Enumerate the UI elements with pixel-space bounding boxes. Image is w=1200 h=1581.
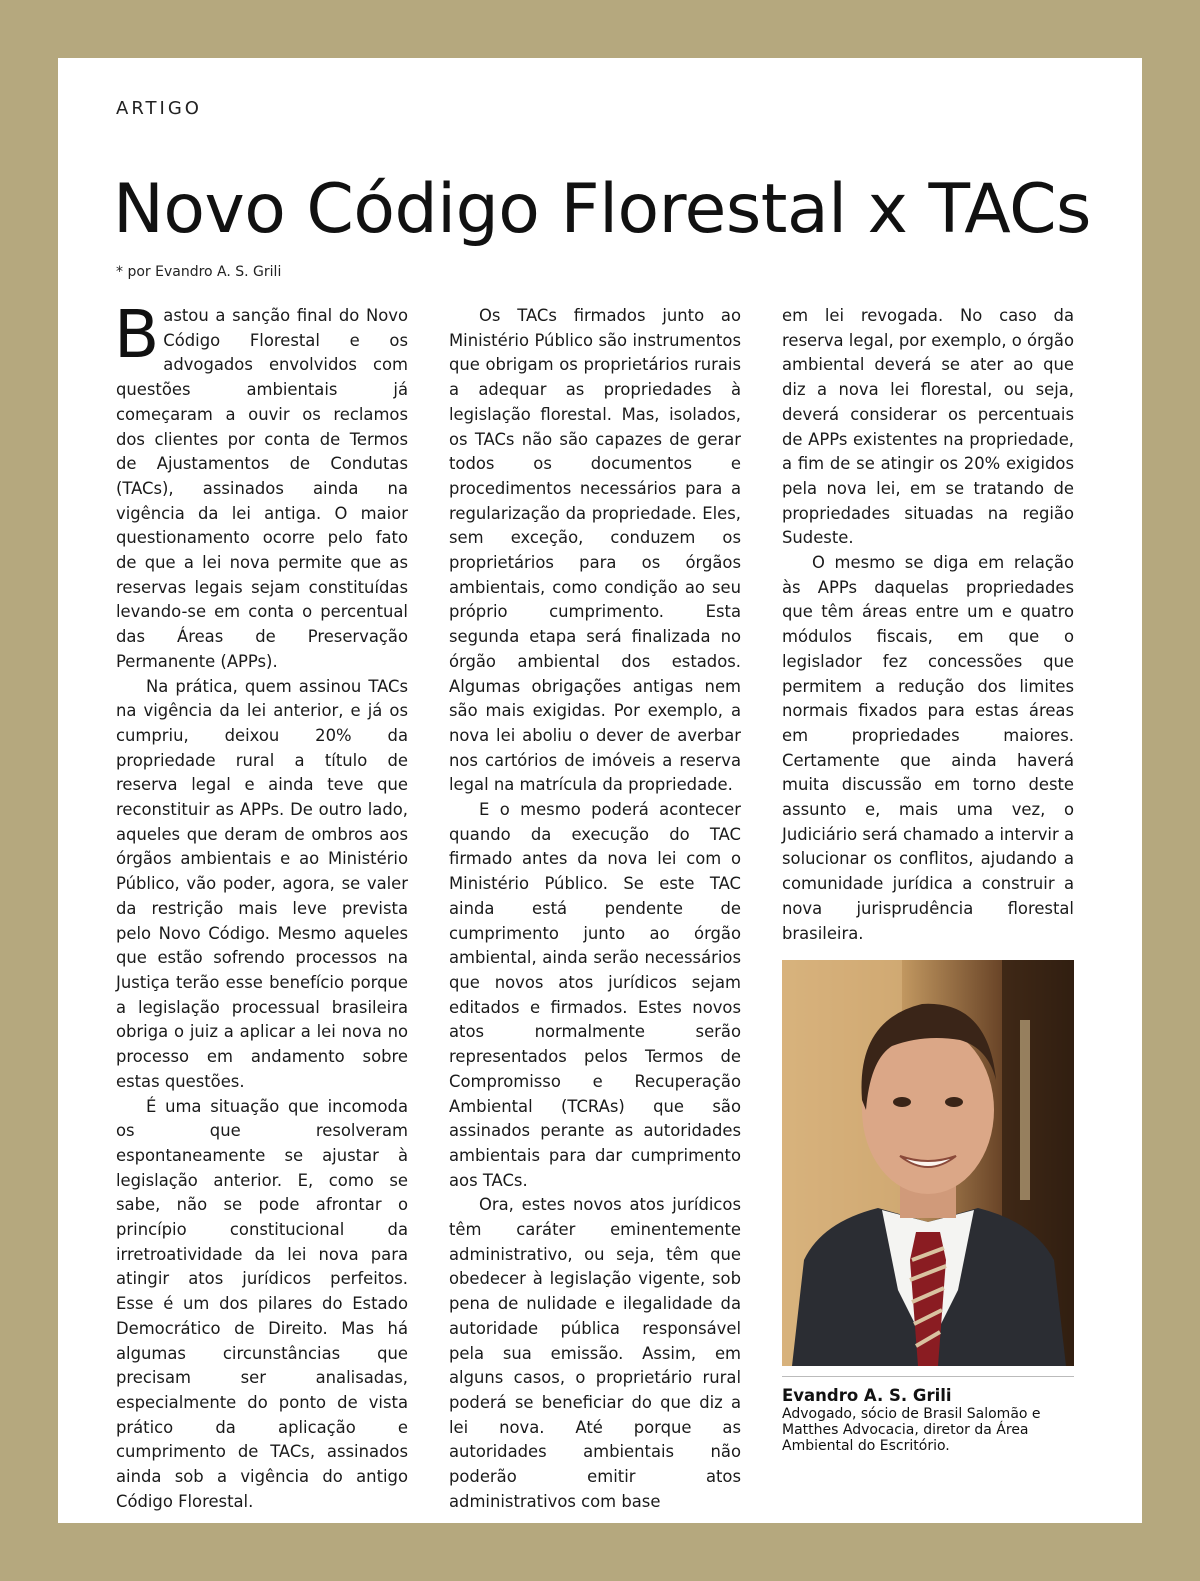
caption-name: Evandro A. S. Grili bbox=[782, 1386, 952, 1405]
paragraph: em lei revogada. No caso da reserva legal, por exemplo, o órgão ambiental deverá se ater ao que diz a nova lei florestal, ou seja, deverá considerar os percentuais de APPs existentes na propriedade, a fim de se atingir os 20% exigidos pela nova lei, em se tratando de propriedades situadas na região Sudeste. bbox=[782, 306, 1074, 548]
column-3 bbox=[782, 304, 1074, 946]
paragraph bbox=[114, 296, 408, 675]
author-photo bbox=[782, 960, 1074, 1366]
paragraph: E o mesmo poderá acontecer quando da execução do TAC firmado antes da nova lei com o Ministério Público. Se este TAC ainda está pendente de cumprimento junto ao órgão ambiental, ainda serão necessários que novos atos jurídicos sejam editados e firmados. Estes novos atos normalmente serão representados pelos Termos de Compromisso e Recuperação Ambiental (TCRAs) que são assinados perante as autoridades ambientais para dar cumprimento aos TACs. bbox=[449, 800, 741, 1190]
drop-cap: B bbox=[114, 296, 160, 373]
caption-divider bbox=[782, 1376, 1074, 1377]
article-title: Novo Código Florestal x TACs bbox=[113, 170, 1091, 249]
paragraph: Ora, estes novos atos jurídicos têm caráter eminentemente administrativo, ou seja, têm que obedecer à legislação vigente, sob pena de nulidade e ilegalidade da autoridade pública responsável pela sua emissão. Assim, em alguns casos, o proprietário rural poderá se beneficiar do que diz a lei nova. Até porque as autoridades ambientais não poderão emitir atos administrativos com base bbox=[449, 1195, 741, 1511]
article-page bbox=[58, 58, 1142, 1523]
paragraph: É uma situação que incomoda os que resolveram espontaneamente se ajustar à legislação anterior. E, como se sabe, não se pode afrontar o princípio constitucional da irretroatividade da lei nova para atingir atos jurídicos perfeitos. Esse é um dos pilares do Estado Democrático de Direito. Mas há algumas circunstâncias que precisam ser analisadas, especialmente do ponto de vista prático da aplicação e cumprimento de TACs, assinados ainda sob a vigência do antigo Código Florestal. bbox=[116, 1096, 408, 1511]
paragraph-text: astou a sanção final do Novo Código Florestal e os advogados envolvidos com questões ambientais já começaram a ouvir os reclamos dos clientes por conta de Termos de Ajustamentos de Condutas (TACs), assinados ainda na vigência da lei antiga. O maior questionamento ocorre pelo fato de que a lei nova permite que as reservas legais sejam constituídas levando-se em conta o percentual das Áreas de Preservação Permanente (APPs). bbox=[116, 306, 408, 671]
paragraph: O mesmo se diga em relação às APPs daquelas propriedades que têm áreas entre um e quatro módulos fiscais, em que o legislador fez concessões que permitem a redução dos limites normais fixados para estas áreas em propriedades maiores. Certamente que ainda haverá muita discussão em torno deste assunto e, mais uma vez, o Judiciário será chamado a intervir a solucionar os conflitos, ajudando a comunidade jurídica a construir a nova jurisprudência florestal brasileira. bbox=[782, 553, 1074, 943]
column-2 bbox=[449, 304, 741, 1514]
section-label: ARTIGO bbox=[116, 98, 202, 119]
caption-description: Advogado, sócio de Brasil Salomão e Matthes Advocacia, diretor da Área Ambiental do Escritório. bbox=[782, 1406, 1041, 1454]
byline: * por Evandro A. S. Grili bbox=[116, 264, 282, 280]
paragraph: Os TACs firmados junto ao Ministério Público são instrumentos que obrigam os proprietários rurais a adequar as propriedades à legislação florestal. Mas, isolados, os TACs não são capazes de gerar todos os documentos e procedimentos necessários para a regularização da propriedade. Eles, sem exceção, conduzem os proprietários para os órgãos ambientais, como condição ao seu próprio cumprimento. Esta segunda etapa será finalizada no órgão ambiental dos estados. Algumas obrigações antigas nem são mais exigidas. Por exemplo, a nova lei aboliu o dever de averbar nos cartórios de imóveis a reserva legal na matrícula da propriedade. bbox=[449, 306, 741, 795]
paragraph: Na prática, quem assinou TACs na vigência da lei anterior, e já os cumpriu, deixou 20% da propriedade rural a título de reserva legal e ainda teve que reconstituir as APPs. De outro lado, aqueles que deram de ombros aos órgãos ambientais e ao Ministério Público, vão poder, agora, se valer da restrição mais leve prevista pelo Novo Código. Mesmo aqueles que estão sofrendo processos na Justiça terão esse benefício porque a legislação processual brasileira obriga o juiz a aplicar a lei nova no processo em andamento sobre estas questões. bbox=[116, 676, 408, 1091]
column-1 bbox=[114, 296, 408, 1514]
